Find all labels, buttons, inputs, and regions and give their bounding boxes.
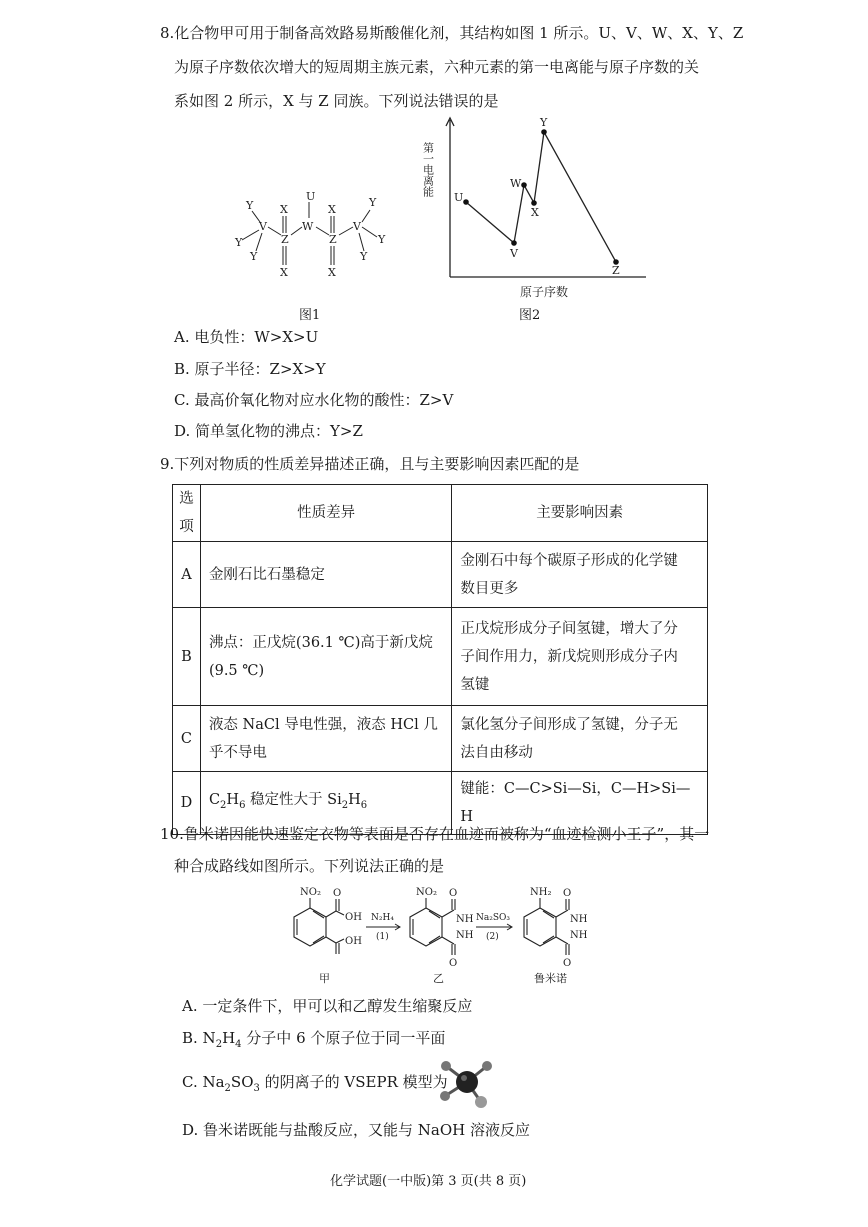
q8-stem-line1: 8.化合物甲可用于制备高效路易斯酸催化剂，其结构如图 1 所示。U、V、W、X、Y、Z bbox=[160, 24, 744, 42]
oxygen: O bbox=[563, 888, 572, 899]
step-1: (1) bbox=[376, 932, 389, 942]
reagent-2: Na₂SO₃ bbox=[476, 913, 511, 923]
row-option: B bbox=[173, 608, 201, 706]
point-label-w: W bbox=[510, 177, 522, 190]
nh-group: NH bbox=[570, 930, 588, 941]
synthesis-scheme bbox=[262, 882, 622, 992]
q9-stem: 9.下列对物质的性质差异描述正确，且与主要影响因素匹配的是 bbox=[160, 455, 580, 473]
cell-line: 沸点：正戊烷(36.1 ℃)高于新戊烷 bbox=[208, 634, 433, 651]
q10-stem-line2: 种合成路线如图所示。下列说法正确的是 bbox=[174, 857, 445, 875]
q8-stem-line2: 为原子序数依次增大的短周期主族元素，六种元素的第一电离能与原子序数的关 bbox=[174, 58, 700, 76]
reagent-1: N₂H₄ bbox=[371, 913, 394, 923]
q10-option-a: A. 一定条件下，甲可以和乙醇发生缩聚反应 bbox=[182, 997, 473, 1015]
header-option: 选项 bbox=[173, 485, 201, 542]
point-label-v: V bbox=[510, 247, 518, 260]
atom-y: Y bbox=[360, 250, 368, 263]
table-row bbox=[173, 542, 708, 608]
cell-line: 子间作用力，新戊烷则形成分子内 bbox=[460, 648, 678, 665]
figure-2-graph bbox=[420, 112, 650, 322]
oh-group: OH bbox=[345, 912, 362, 923]
ionization-line bbox=[466, 132, 616, 262]
molecule-luminol bbox=[524, 898, 569, 955]
molecule-yi bbox=[410, 898, 455, 955]
point-label-u: U bbox=[454, 191, 464, 204]
label-luminol: 鲁米诺 bbox=[534, 972, 567, 985]
cell-line: 正戊烷形成分子间氢键，增大了分 bbox=[460, 620, 678, 637]
point-label-z: Z bbox=[612, 264, 620, 277]
q8-stem-line3: 系如图 2 所示，X 与 Z 同族。下列说法错误的是 bbox=[174, 92, 499, 110]
oxygen: O bbox=[333, 888, 342, 899]
table-row bbox=[173, 706, 708, 772]
point-label-y: Y bbox=[540, 116, 548, 129]
molecule-jia bbox=[294, 898, 344, 954]
point-y bbox=[541, 129, 547, 135]
q8-option-d: D. 简单氢化物的沸点：Y>Z bbox=[174, 422, 363, 440]
vsepr-model-image bbox=[437, 1056, 497, 1112]
atom-z: Z bbox=[329, 233, 337, 246]
atom-y: Y bbox=[235, 236, 243, 249]
header-difference: 性质差异 bbox=[200, 485, 451, 542]
q10-option-d: D. 鲁米诺既能与盐酸反应，又能与 NaOH 溶液反应 bbox=[182, 1121, 531, 1139]
figure-1-structure bbox=[225, 180, 395, 280]
atom-x: X bbox=[328, 203, 336, 216]
atom-v: V bbox=[259, 220, 267, 233]
point-x bbox=[531, 200, 537, 206]
atom-y: Y bbox=[250, 250, 258, 263]
atom-v: V bbox=[353, 220, 361, 233]
table-row bbox=[173, 608, 708, 706]
cell-line: 键能：C—C>Si—Si，C—H>Si—H bbox=[460, 781, 691, 825]
atom-z: Z bbox=[281, 233, 289, 246]
oxygen: O bbox=[563, 958, 572, 969]
y-axis-label: 第一电离能 bbox=[421, 142, 435, 197]
nh-group: NH bbox=[456, 930, 474, 941]
atom-u: U bbox=[306, 190, 316, 203]
atom-y: Y bbox=[246, 199, 254, 212]
atom-x: X bbox=[280, 203, 288, 216]
oxygen: O bbox=[449, 888, 458, 899]
point-w bbox=[521, 182, 527, 188]
cell-line: 氢键 bbox=[460, 676, 490, 693]
no2-group: NO₂ bbox=[416, 887, 437, 898]
oh-group: OH bbox=[345, 936, 362, 947]
point-u bbox=[463, 199, 469, 205]
q10-option-b: B. $N_2H_4$ 分子中 6 个原子位于同一平面 bbox=[182, 1029, 446, 1050]
cell-line: 数目更多 bbox=[460, 580, 519, 597]
no2-group: NO₂ bbox=[300, 887, 321, 898]
q8-option-a: A. 电负性：W>X>U bbox=[174, 328, 319, 346]
atom-x: X bbox=[328, 266, 336, 279]
atom-x: X bbox=[280, 266, 288, 279]
cell-line: 金刚石比石墨稳定 bbox=[208, 566, 325, 583]
label-yi: 乙 bbox=[433, 972, 444, 985]
nh-group: NH bbox=[456, 914, 474, 925]
row-option: A bbox=[173, 542, 201, 608]
figure-1-caption: 图1 bbox=[299, 308, 321, 323]
point-v bbox=[511, 240, 517, 246]
table-header-row bbox=[173, 485, 708, 542]
header-factor: 主要影响因素 bbox=[452, 485, 708, 542]
q9-table bbox=[172, 484, 708, 835]
nh2-group: NH₂ bbox=[530, 887, 552, 898]
label-jia: 甲 bbox=[319, 972, 330, 985]
q8-option-b: B. 原子半径：Z>X>Y bbox=[174, 360, 326, 378]
cell-line: 液态 NaCl 导电性强，液态 HCl 几 bbox=[208, 716, 438, 733]
atom-y: Y bbox=[378, 233, 386, 246]
cell-line: 金刚石中每个碳原子形成的化学键 bbox=[460, 552, 678, 569]
x-axis-label: 原子序数 bbox=[520, 285, 569, 299]
row-option: D bbox=[173, 772, 201, 835]
atom-y: Y bbox=[369, 196, 377, 209]
figure-2-caption: 图2 bbox=[519, 308, 541, 323]
cell-line: (9.5 ℃) bbox=[208, 662, 265, 679]
cell-line: $C_2H_6$ 稳定性大于 $Si_2H_6$ bbox=[208, 792, 368, 811]
step-2: (2) bbox=[486, 932, 499, 942]
q8-option-c: C. 最高价氧化物对应水化物的酸性：Z>V bbox=[174, 391, 454, 409]
cell-line: 法自由移动 bbox=[460, 744, 533, 761]
cell-line: 乎不导电 bbox=[208, 744, 267, 761]
oxygen: O bbox=[449, 958, 458, 969]
atom-w: W bbox=[302, 220, 314, 233]
nh-group: NH bbox=[570, 914, 588, 925]
q10-stem-line1: 10.鲁米诺因能快速鉴定衣物等表面是否存在血迹而被称为“血迹检测小王子”，其一 bbox=[160, 825, 710, 843]
row-option: C bbox=[173, 706, 201, 772]
cell-line: 氯化氢分子间形成了氢键，分子无 bbox=[460, 716, 678, 733]
q10-option-c: C. $Na_2SO_3$ 的阴离子的 VSEPR 模型为 bbox=[182, 1073, 448, 1094]
point-label-x: X bbox=[531, 206, 539, 219]
page-footer: 化学试题(一中版)第 3 页(共 8 页) bbox=[330, 1174, 527, 1189]
